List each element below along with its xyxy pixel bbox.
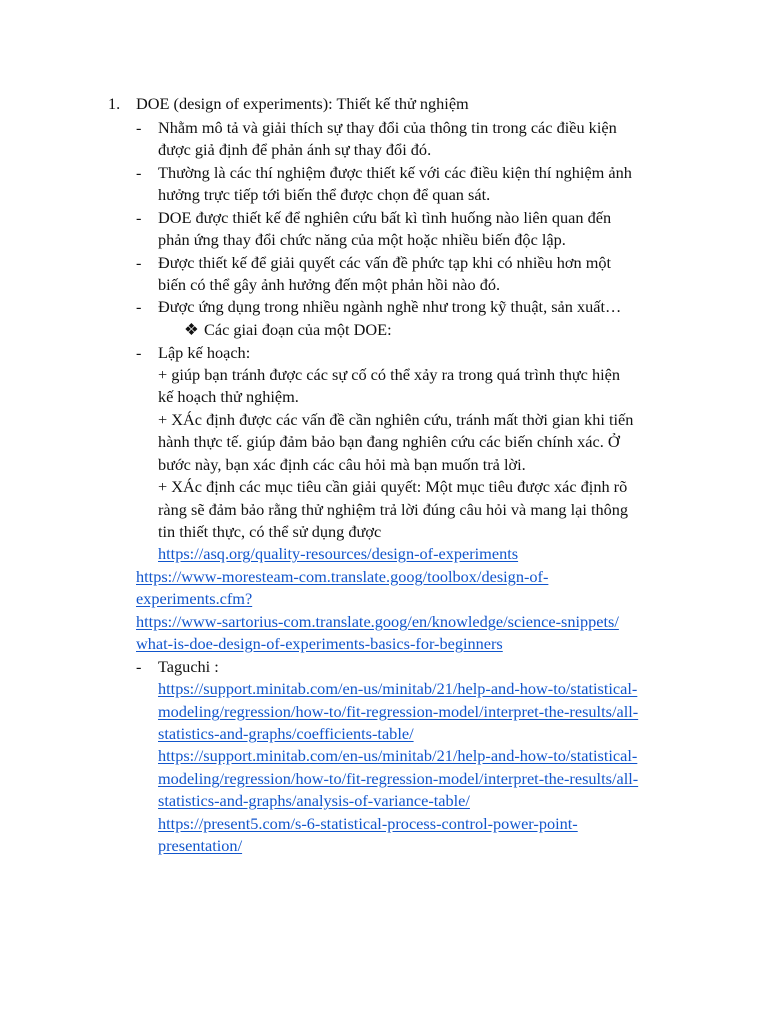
moresteam-doe-link-cont[interactable]: experiments.cfm? bbox=[136, 589, 253, 608]
bullet-2-line-1: Thường là các thí nghiệm được thiết kế với các điều kiện thí nghiệm ảnh bbox=[158, 163, 632, 182]
sartorius-doe-link-cont[interactable]: what-is-doe-design-of-experiments-basics-for-beginners bbox=[136, 634, 503, 653]
bullet-dash: - bbox=[136, 208, 142, 227]
diamond-bullet-icon: ❖ bbox=[184, 320, 199, 339]
bullet-4-line-1: Được thiết kế để giải quyết các vấn đề phức tạp khi có nhiều hơn một bbox=[158, 253, 612, 272]
present5-spc-link[interactable]: https://present5.com/s-6-statistical-process-control-power-point- bbox=[158, 814, 578, 833]
bullet-5-line-1: Được ứng dụng trong nhiều ngành nghề như trong kỹ thuật, sản xuất… bbox=[158, 297, 622, 316]
minitab-coefficients-link-end[interactable]: statistics-and-graphs/coefficients-table/ bbox=[158, 724, 414, 743]
planning-line-8: tin thiết thực, có thể sử dụng được bbox=[158, 522, 382, 541]
bullet-dash: - bbox=[136, 253, 142, 272]
list-number: 1. bbox=[108, 94, 121, 113]
planning-line-6: + XÁc định các mục tiêu cần giải quyết: Một mục tiêu được xác định rõ bbox=[158, 477, 628, 496]
taguchi-label: Taguchi : bbox=[158, 657, 219, 676]
bullet-dash: - bbox=[136, 297, 142, 316]
planning-line-1: + giúp bạn tránh được các sự cố có thể xảy ra trong quá trình thực hiện bbox=[158, 365, 621, 384]
present5-spc-link-cont[interactable]: presentation/ bbox=[158, 836, 243, 855]
stages-heading: Các giai đoạn của một DOE: bbox=[204, 320, 392, 339]
planning-line-4: hành thực tế. giúp đảm bảo bạn đang nghiên cứu các biến chính xác. Ở bbox=[158, 432, 620, 451]
bullet-3-line-1: DOE được thiết kế để nghiên cứu bất kì tình huống nào liên quan đến bbox=[158, 208, 612, 227]
bullet-dash: - bbox=[136, 343, 142, 362]
bullet-1-line-1: Nhằm mô tả và giải thích sự thay đổi của thông tin trong các điều kiện bbox=[158, 118, 617, 137]
planning-line-7: ràng sẽ đảm bảo rằng thử nghiệm trả lời đúng câu hỏi và mang lại thông bbox=[158, 500, 629, 519]
bullet-1-line-2: được giả định để phản ánh sự thay đổi đó. bbox=[158, 140, 432, 159]
planning-line-3: + XÁc định được các vấn đề cần nghiên cứu, tránh mất thời gian khi tiến bbox=[158, 410, 634, 429]
asq-doe-link[interactable]: https://asq.org/quality-resources/design-of-experiments bbox=[158, 544, 519, 563]
minitab-anova-link-end[interactable]: statistics-and-graphs/analysis-of-variance-table/ bbox=[158, 791, 470, 810]
bullet-4-line-2: biến có thể gây ảnh hưởng đến một phản hồi nào đó. bbox=[158, 275, 501, 294]
bullet-dash: - bbox=[136, 657, 142, 676]
bullet-dash: - bbox=[136, 118, 142, 137]
bullet-2-line-2: hưởng trực tiếp tới biến thể được chọn để quan sát. bbox=[158, 185, 491, 204]
moresteam-doe-link[interactable]: https://www-moresteam-com.translate.goog/toolbox/design-of- bbox=[136, 567, 549, 586]
sartorius-doe-link[interactable]: https://www-sartorius-com.translate.goog/en/knowledge/science-snippets/ bbox=[136, 612, 619, 631]
section-heading: DOE (design of experiments): Thiết kế thử nghiệm bbox=[136, 94, 469, 113]
planning-line-2: kế hoạch thử nghiệm. bbox=[158, 387, 299, 406]
minitab-anova-link[interactable]: https://support.minitab.com/en-us/minitab/21/help-and-how-to/statistical- bbox=[158, 746, 638, 765]
minitab-coefficients-link[interactable]: https://support.minitab.com/en-us/minitab/21/help-and-how-to/statistical- bbox=[158, 679, 638, 698]
minitab-anova-link-cont[interactable]: modeling/regression/how-to/fit-regression-model/interpret-the-results/all- bbox=[158, 769, 639, 788]
planning-line-5: bước này, bạn xác định các câu hỏi mà bạn muốn trả lời. bbox=[158, 455, 526, 474]
bullet-3-line-2: phản ứng thay đổi chức năng của một hoặc nhiều biến độc lập. bbox=[158, 230, 566, 249]
planning-label: Lập kế hoạch: bbox=[158, 343, 251, 362]
minitab-coefficients-link-cont[interactable]: modeling/regression/how-to/fit-regression-model/interpret-the-results/all- bbox=[158, 702, 639, 721]
bullet-dash: - bbox=[136, 163, 142, 182]
